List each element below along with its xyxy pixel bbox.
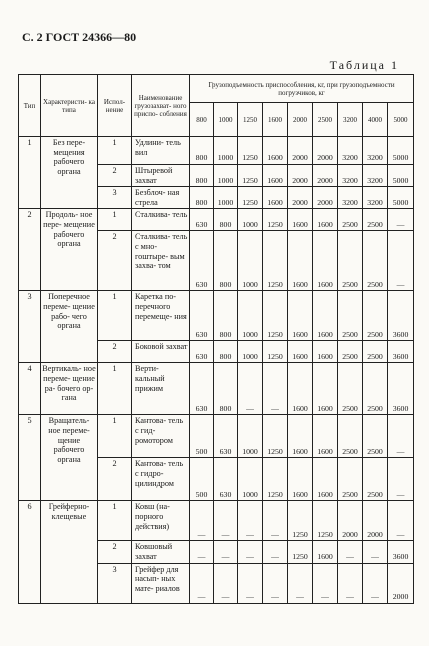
execution-cell: 1 [98, 209, 132, 231]
characteristic-cell: Грейферно- клещевые [41, 501, 98, 603]
capacity-value-cell: — [190, 563, 214, 603]
device-name-cell: Сталкива- тель с мно- гоштыре- вым захва- том [132, 231, 190, 291]
col-header-name: Наименование грузозахват- ного приспо- собления [132, 75, 190, 137]
capacity-value-cell: 1600 [313, 363, 338, 415]
capacity-value-cell: 2500 [338, 458, 363, 501]
capacity-value-cell: 2500 [338, 209, 363, 231]
capacity-value-cell: 630 [214, 415, 238, 458]
capacity-header-cell: 1600 [263, 103, 288, 137]
capacity-value-cell: 1600 [288, 415, 313, 458]
characteristic-cell: Поперечное переме- щение рабо- чего органа [41, 291, 98, 363]
capacity-value-cell: 1250 [313, 501, 338, 541]
capacity-value-cell: 5000 [388, 165, 414, 187]
capacity-value-cell: 2000 [313, 187, 338, 209]
capacity-value-cell: 1250 [238, 137, 263, 165]
execution-cell: 1 [98, 137, 132, 165]
capacity-value-cell: 1250 [263, 458, 288, 501]
capacity-value-cell: — [238, 563, 263, 603]
capacity-header-cell: 5000 [388, 103, 414, 137]
col-header-type: Тип [19, 75, 41, 137]
capacity-value-cell: 1000 [238, 341, 263, 363]
capacity-value-cell: — [214, 563, 238, 603]
capacity-value-cell: — [190, 541, 214, 563]
capacity-value-cell: 2500 [338, 341, 363, 363]
characteristic-cell: Вертикаль- ное переме- щение ра- бочего ор- гана [41, 363, 98, 415]
characteristic-cell: Вращатель- ное переме- щение рабочего органа [41, 415, 98, 501]
capacity-value-cell: — [363, 541, 388, 563]
capacity-value-cell: 3600 [388, 291, 414, 341]
capacity-value-cell: 1250 [288, 541, 313, 563]
capacity-value-cell: — [338, 541, 363, 563]
capacity-value-cell: — [288, 563, 313, 603]
table-row [19, 209, 414, 231]
capacity-table [18, 74, 414, 604]
device-name-cell: Ковшовый захват [132, 541, 190, 563]
capacity-value-cell: 1600 [313, 415, 338, 458]
capacity-value-cell: 1000 [214, 187, 238, 209]
device-name-cell: Ковш (на- порного действия) [132, 501, 190, 541]
table-row [19, 415, 414, 458]
capacity-value-cell: 3600 [388, 541, 414, 563]
capacity-value-cell: 800 [190, 187, 214, 209]
capacity-value-cell: 2500 [363, 209, 388, 231]
capacity-value-cell: 1600 [263, 187, 288, 209]
type-cell: 6 [19, 501, 41, 603]
execution-cell: 2 [98, 541, 132, 563]
capacity-value-cell: 1600 [288, 209, 313, 231]
capacity-value-cell: 2000 [363, 501, 388, 541]
capacity-value-cell: 800 [214, 341, 238, 363]
capacity-value-cell: 2500 [363, 458, 388, 501]
capacity-header-cell: 4000 [363, 103, 388, 137]
capacity-value-cell: 2000 [313, 137, 338, 165]
capacity-header-cell: 3200 [338, 103, 363, 137]
capacity-value-cell: — [214, 501, 238, 541]
device-name-cell: Кантова- тель с гид- ромотором [132, 415, 190, 458]
capacity-value-cell: 2500 [363, 363, 388, 415]
capacity-value-cell: — [263, 541, 288, 563]
capacity-value-cell: — [238, 541, 263, 563]
execution-cell: 2 [98, 458, 132, 501]
capacity-value-cell: 800 [214, 231, 238, 291]
device-name-cell: Грейфер для насып- ных мате- риалов [132, 563, 190, 603]
execution-cell: 1 [98, 363, 132, 415]
capacity-value-cell: 800 [214, 209, 238, 231]
table-row [19, 363, 414, 415]
capacity-value-cell: 2500 [363, 415, 388, 458]
capacity-value-cell: 500 [190, 415, 214, 458]
capacity-value-cell: — [363, 563, 388, 603]
capacity-value-cell: 3200 [363, 187, 388, 209]
capacity-value-cell: 630 [190, 291, 214, 341]
capacity-value-cell: 500 [190, 458, 214, 501]
capacity-value-cell: — [338, 563, 363, 603]
execution-cell: 3 [98, 187, 132, 209]
capacity-value-cell: 1250 [238, 187, 263, 209]
capacity-value-cell: — [263, 563, 288, 603]
table-row [19, 137, 414, 165]
capacity-value-cell: 1000 [238, 209, 263, 231]
capacity-value-cell: 1250 [288, 501, 313, 541]
capacity-header-cell: 1000 [214, 103, 238, 137]
table-row [19, 291, 414, 341]
capacity-value-cell: 2500 [338, 291, 363, 341]
capacity-value-cell: 800 [214, 291, 238, 341]
capacity-value-cell: 630 [190, 231, 214, 291]
capacity-value-cell: 2000 [288, 165, 313, 187]
capacity-value-cell: 1600 [313, 291, 338, 341]
capacity-value-cell: 2500 [338, 363, 363, 415]
capacity-value-cell: 1000 [214, 137, 238, 165]
capacity-value-cell: — [388, 415, 414, 458]
device-name-cell: Безблоч- ная стрела [132, 187, 190, 209]
capacity-value-cell: 1250 [238, 165, 263, 187]
col-header-exec: Испол- нение [98, 75, 132, 137]
execution-cell: 1 [98, 291, 132, 341]
type-cell: 4 [19, 363, 41, 415]
capacity-value-cell: 800 [214, 363, 238, 415]
table-row [19, 501, 414, 541]
capacity-value-cell: — [214, 541, 238, 563]
capacity-value-cell: 3200 [338, 137, 363, 165]
capacity-header-cell: 2500 [313, 103, 338, 137]
execution-cell: 1 [98, 415, 132, 458]
capacity-value-cell: 2500 [363, 341, 388, 363]
col-header-char: Характеристи- ка типа [41, 75, 98, 137]
capacity-value-cell: 3600 [388, 363, 414, 415]
execution-cell: 2 [98, 231, 132, 291]
capacity-value-cell: — [388, 231, 414, 291]
capacity-value-cell: 1600 [313, 209, 338, 231]
execution-cell: 2 [98, 341, 132, 363]
capacity-value-cell: 2500 [338, 415, 363, 458]
capacity-value-cell: 1600 [313, 541, 338, 563]
capacity-value-cell: 1000 [238, 291, 263, 341]
capacity-value-cell: 630 [214, 458, 238, 501]
capacity-value-cell: 2000 [288, 137, 313, 165]
capacity-value-cell: 5000 [388, 137, 414, 165]
capacity-value-cell: 1250 [263, 341, 288, 363]
device-name-cell: Удлини- тель вил [132, 137, 190, 165]
capacity-value-cell: 1600 [288, 231, 313, 291]
col-header-capacity: Грузоподъемность приспособления, кг, при грузоподъемности погрузчиков, кг [190, 75, 414, 103]
capacity-value-cell: 800 [190, 137, 214, 165]
capacity-value-cell: 3600 [388, 341, 414, 363]
capacity-value-cell: 630 [190, 341, 214, 363]
capacity-value-cell: 1250 [263, 415, 288, 458]
capacity-value-cell: 3200 [363, 165, 388, 187]
capacity-value-cell: 2500 [363, 231, 388, 291]
capacity-value-cell: — [190, 501, 214, 541]
capacity-value-cell: 1600 [288, 291, 313, 341]
capacity-value-cell: — [238, 363, 263, 415]
capacity-value-cell: 1000 [238, 415, 263, 458]
characteristic-cell: Продоль- ное пере- мещение рабочего органа [41, 209, 98, 291]
device-name-cell: Кантова- тель с гидро- цилиндром [132, 458, 190, 501]
capacity-value-cell: 2000 [313, 165, 338, 187]
capacity-value-cell: 1600 [263, 137, 288, 165]
capacity-value-cell: — [388, 209, 414, 231]
capacity-value-cell: 1600 [288, 341, 313, 363]
capacity-value-cell: — [263, 363, 288, 415]
device-name-cell: Каретка по- перечного перемеще- ния [132, 291, 190, 341]
capacity-value-cell: 1250 [263, 231, 288, 291]
execution-cell: 3 [98, 563, 132, 603]
capacity-header-cell: 800 [190, 103, 214, 137]
capacity-value-cell: 2000 [388, 563, 414, 603]
capacity-value-cell: 2500 [363, 291, 388, 341]
capacity-value-cell: 1000 [238, 458, 263, 501]
device-name-cell: Боковой захват [132, 341, 190, 363]
characteristic-cell: Без пере- мещения рабочего органа [41, 137, 98, 209]
capacity-value-cell: 1000 [214, 165, 238, 187]
capacity-value-cell: 5000 [388, 187, 414, 209]
capacity-value-cell: 800 [190, 165, 214, 187]
type-cell: 2 [19, 209, 41, 291]
capacity-value-cell: 2000 [288, 187, 313, 209]
capacity-value-cell: 2500 [338, 231, 363, 291]
capacity-value-cell: — [263, 501, 288, 541]
capacity-value-cell: 1600 [288, 458, 313, 501]
capacity-value-cell: 1000 [238, 231, 263, 291]
capacity-value-cell: 1600 [288, 363, 313, 415]
capacity-value-cell: 630 [190, 363, 214, 415]
capacity-value-cell: 3200 [338, 187, 363, 209]
execution-cell: 1 [98, 501, 132, 541]
device-name-cell: Сталкива- тель [132, 209, 190, 231]
execution-cell: 2 [98, 165, 132, 187]
capacity-value-cell: 630 [190, 209, 214, 231]
capacity-value-cell: 1600 [313, 458, 338, 501]
device-name-cell: Верти- кальный прижим [132, 363, 190, 415]
type-cell: 5 [19, 415, 41, 501]
capacity-value-cell: 1250 [263, 209, 288, 231]
type-cell: 3 [19, 291, 41, 363]
capacity-value-cell: 3200 [338, 165, 363, 187]
capacity-value-cell: 1600 [263, 165, 288, 187]
type-cell: 1 [19, 137, 41, 209]
capacity-value-cell: 1250 [263, 291, 288, 341]
document-header: С. 2 ГОСТ 24366—80 [22, 30, 137, 44]
capacity-value-cell: 1600 [313, 341, 338, 363]
capacity-value-cell: 1600 [313, 231, 338, 291]
capacity-header-cell: 1250 [238, 103, 263, 137]
capacity-value-cell: — [313, 563, 338, 603]
device-name-cell: Штыревой захват [132, 165, 190, 187]
capacity-value-cell: 3200 [363, 137, 388, 165]
capacity-header-cell: 2000 [288, 103, 313, 137]
capacity-value-cell: — [388, 501, 414, 541]
capacity-value-cell: — [388, 458, 414, 501]
table-caption: Таблица 1 [329, 58, 399, 72]
capacity-value-cell: 2000 [338, 501, 363, 541]
capacity-value-cell: — [238, 501, 263, 541]
